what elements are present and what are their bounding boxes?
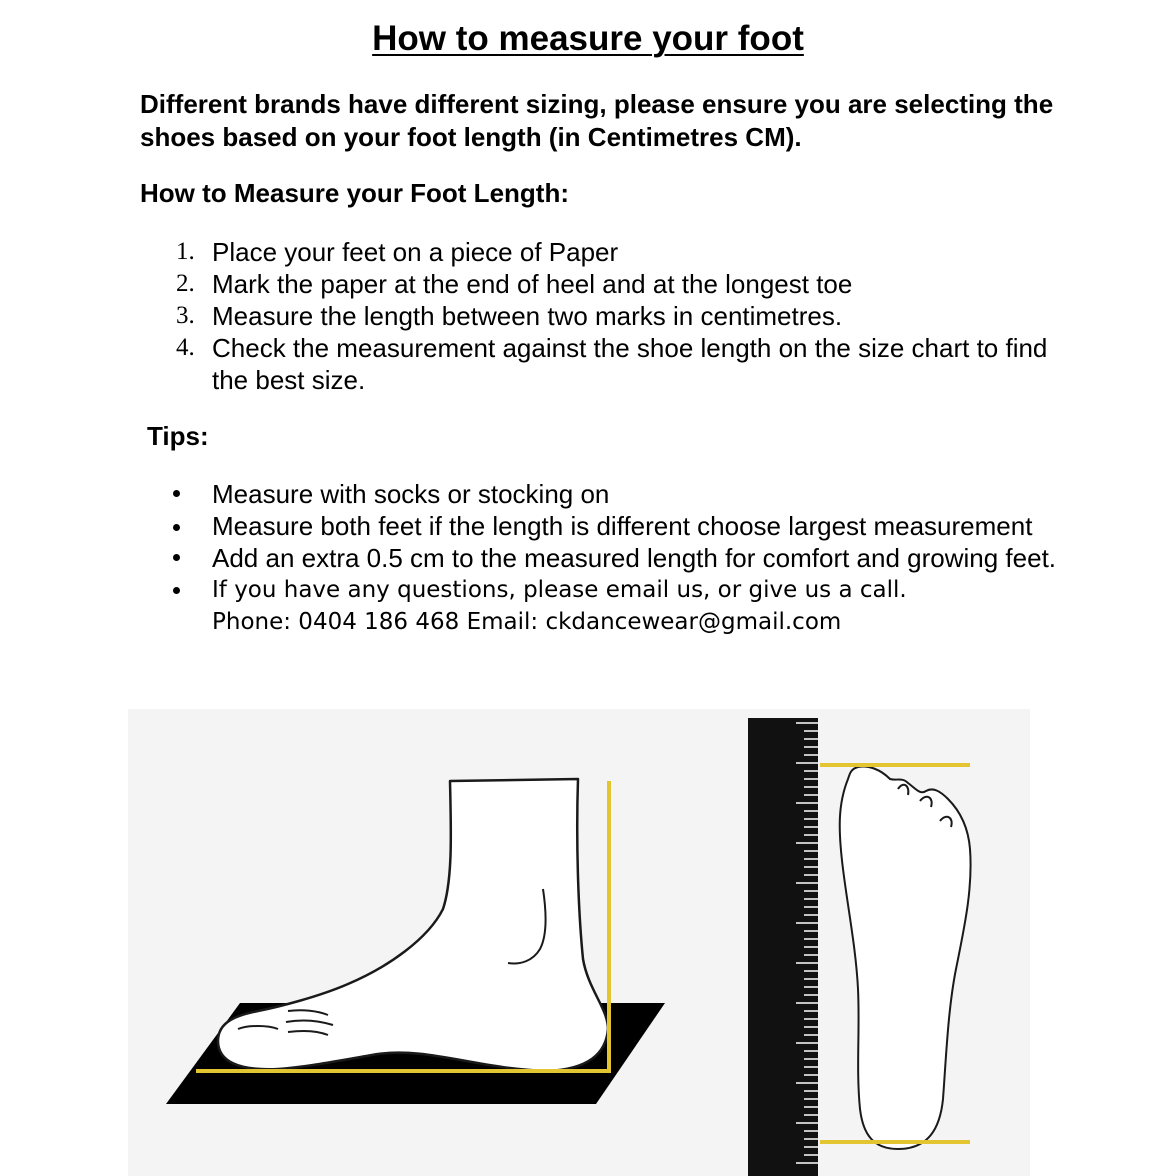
- tip-text: Add an extra 0.5 cm to the measured length for comfort and growing feet.: [212, 543, 1057, 573]
- page-title: How to measure your foot: [372, 19, 804, 58]
- tips-list: [160, 478, 1060, 638]
- step-text: Check the measurement against the shoe length on the size chart to find the best size.: [212, 333, 1048, 395]
- step-text: Place your feet on a piece of Paper: [212, 237, 619, 267]
- step-number: 3.: [176, 302, 195, 329]
- bullet-icon: [173, 554, 180, 561]
- bullet-icon: [173, 587, 180, 594]
- contact-text: If you have any questions, please email us, or give us a call.: [212, 577, 907, 603]
- intro-text: Different brands have different sizing, please ensure you are selecting the shoes based on your foot length (in Centimetres CM).: [140, 89, 1054, 152]
- contact-item: [160, 574, 1060, 638]
- bullet-icon: [173, 524, 180, 531]
- list-item: [160, 332, 1060, 396]
- tip-text: Measure with socks or stocking on: [212, 479, 610, 509]
- bullet-icon: [173, 490, 180, 497]
- contact-details: Phone: 0404 186 468 Email: ckdancewear@gmail.com: [212, 609, 842, 635]
- list-item: [160, 236, 1060, 268]
- list-item: [160, 268, 1060, 300]
- tips-heading: Tips:: [147, 421, 209, 451]
- side-foot-shape: [218, 779, 608, 1071]
- list-item: [160, 542, 1060, 574]
- list-item: [160, 478, 1060, 510]
- foot-diagram-svg: [128, 709, 1030, 1176]
- step-text: Measure the length between two marks in centimetres.: [212, 301, 843, 331]
- steps-heading: How to Measure your Foot Length:: [140, 178, 569, 208]
- foot-measurement-illustration: [128, 709, 1030, 1176]
- tip-text: Measure both feet if the length is different choose largest measurement: [212, 511, 1033, 541]
- list-item: [160, 510, 1060, 542]
- steps-list: [160, 236, 1060, 396]
- step-number: 2.: [176, 270, 195, 297]
- step-text: Mark the paper at the end of heel and at the longest toe: [212, 269, 853, 299]
- step-number: 4.: [176, 334, 195, 361]
- step-number: 1.: [176, 238, 195, 265]
- list-item: [160, 300, 1060, 332]
